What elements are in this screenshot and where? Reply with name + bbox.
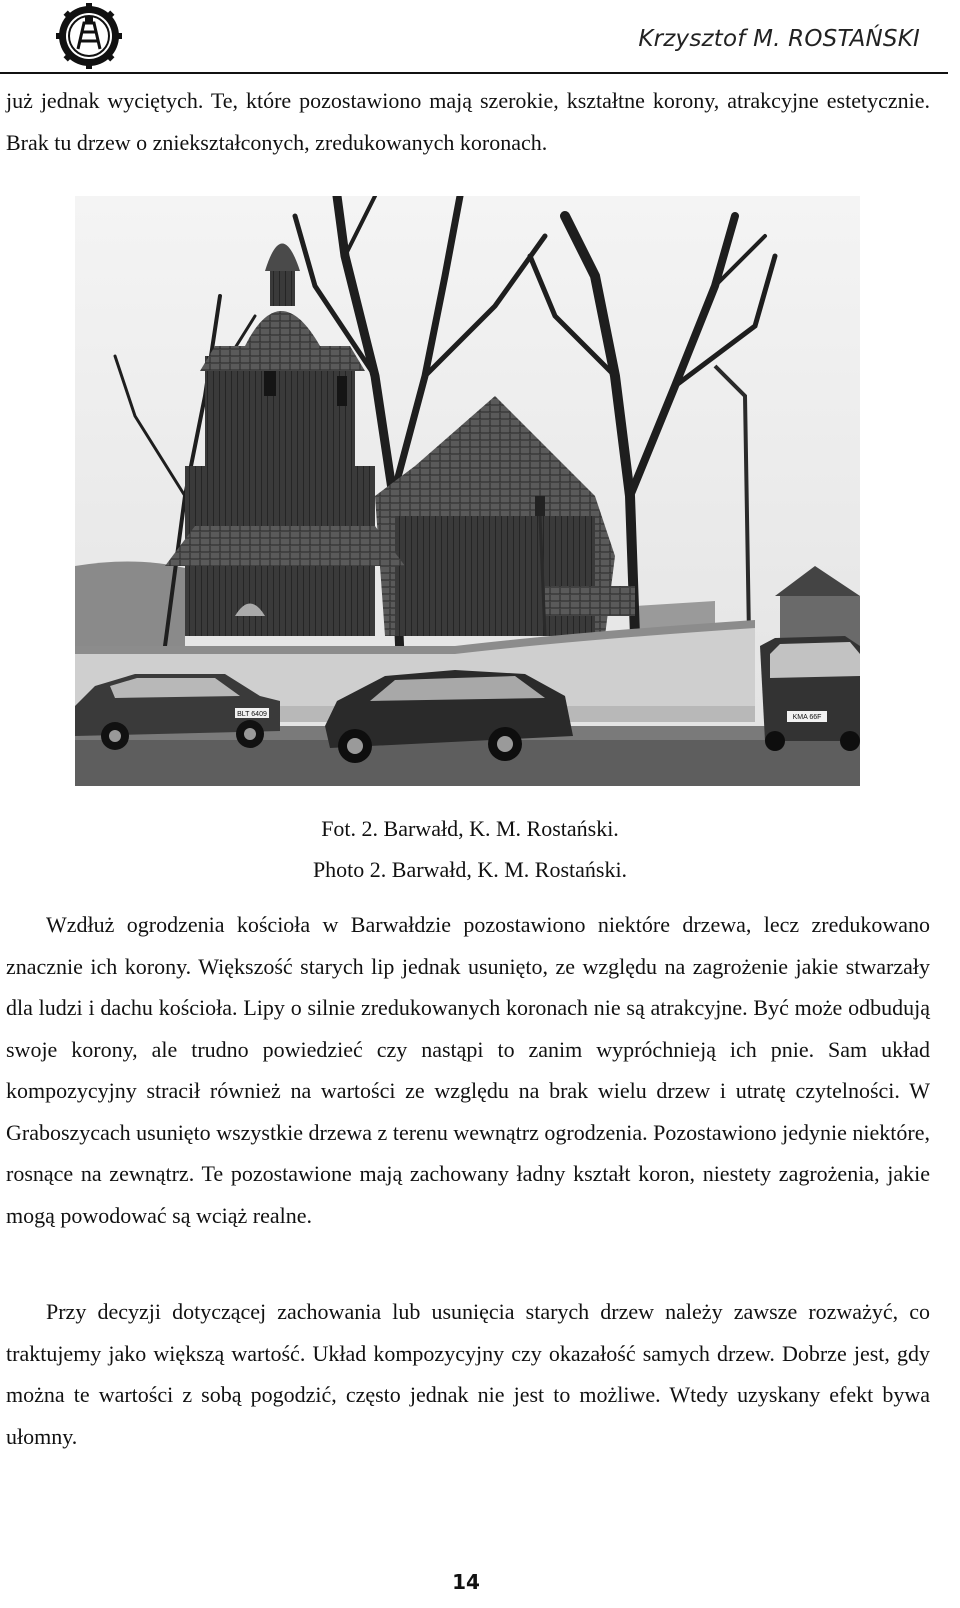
paragraph-1: już jednak wyciętych. Te, które pozostawiono mają szerokie, kształtne korony, atrakcyjne estetycznie. Brak tu drzew o zniekształconych, zredukowanych koronach. (6, 88, 930, 155)
figure-caption-english: Photo 2. Barwałd, K. M. Rostański. (312, 857, 628, 882)
header-rule (0, 72, 948, 74)
license-plate-right: KMA 66F (792, 714, 822, 721)
university-gear-emblem-icon (56, 3, 122, 69)
figure-caption-polish: Fot. 2. Barwałd, K. M. Rostański. (321, 816, 619, 841)
page-header (0, 0, 960, 76)
license-plate-left: BLT 6409 (237, 711, 267, 718)
paragraph-2: Wzdłuż ogrodzenia kościoła w Barwałdzie pozostawiono niektóre drzewa, lecz zredukowano znacznie ich korony. Większość starych lip jednak usunięto, ze względu na zagrożenie jakie stwarzały dla ludzi i dachu kościoła. Lipy o silnie zredukowanych koronach nie są atrakcyjne. Być może odbudują swoje korony, ale trudno powiedzieć czy nastąpi to zanim wypróchnieją ich pnie. Sam układ kompozycyjny stracił również na wartości ze względu na brak wielu drzew i utratę czytelności. W Graboszycach usunięto wszystkie drzewa z terenu wewnątrz ogrodzenia. Pozostawiono jedynie niektóre, rosnące na zewnątrz. Te pozostawione mają zachowany ładny kształt koron, niestety zagrożenia, jakie mogą powodować są wciąż realne. (6, 912, 930, 1228)
church-photograph (75, 196, 860, 786)
page-number: 14 (452, 1570, 480, 1594)
car-right (760, 636, 860, 751)
running-header-author: Krzysztof M. ROSTAŃSKI (638, 26, 920, 52)
paragraph-3: Przy decyzji dotyczącej zachowania lub usunięcia starych drzew należy zawsze rozważyć, co traktujemy jako większą wartość. Układ kompozycyjny czy okazałość samych drzew. Dobrze jest, gdy można te wartości z sobą pogodzić, często jednak nie jest to możliwe. Wtedy uzyskany efekt bywa ułomny. (6, 1299, 930, 1449)
